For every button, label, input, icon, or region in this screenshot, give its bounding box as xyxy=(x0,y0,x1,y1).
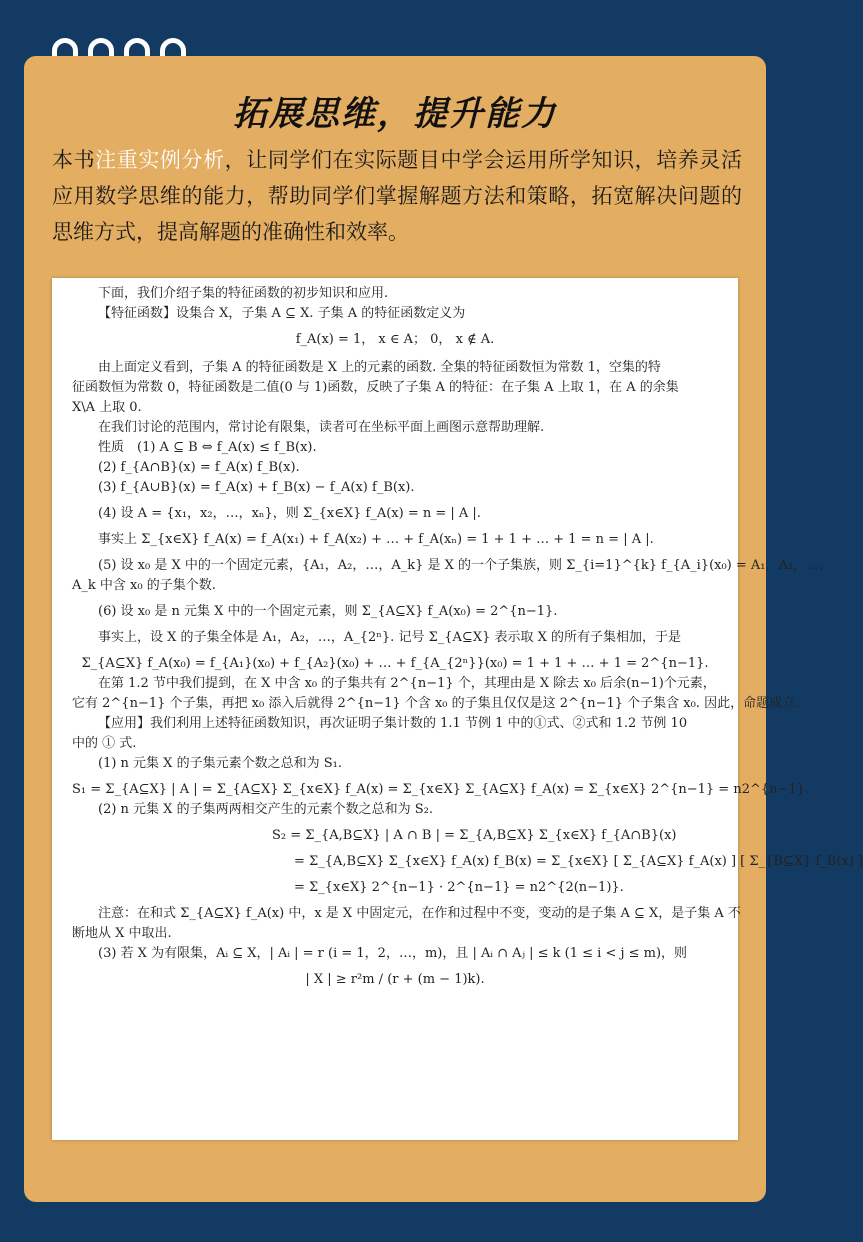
property-line: (6) 设 x₀ 是 n 元集 X 中的一个固定元素，则 Σ_{A⊆X} f_A(x₀) = 2^{n−1}. xyxy=(98,604,558,619)
text-line: 在我们讨论的范围内，常讨论有限集，读者可在坐标平面上画图示意帮助理解. xyxy=(98,420,545,435)
formula-line: | X | ≥ r²m / (r + (m − 1)k). xyxy=(305,972,485,987)
formula-line: = Σ_{A,B⊆X} Σ_{x∈X} f_A(x) f_B(x) = Σ_{x∈X} [ Σ_{A⊆X} f_A(x) ] [ Σ_{B⊆X} f_B(x) ] xyxy=(294,854,863,869)
text-line: X\A 上取 0. xyxy=(72,400,142,415)
application-heading: 【应用】我们利用上述特征函数知识，再次证明子集计数的 1.1 节例 1 中的①式、②式和 1.2 节例 10 xyxy=(98,716,688,731)
definition-heading: 【特征函数】设集合 X，子集 A ⊆ X. 子集 A 的特征函数定义为 xyxy=(98,306,466,321)
page-title: 拓展思维，提升能力 xyxy=(233,94,557,134)
text-line: 事实上，设 X 的子集全体是 A₁，A₂，…，A_{2ⁿ}. 记号 Σ_{A⊆X} 表示取 X 的所有子集相加，于是 xyxy=(98,630,681,645)
property-line: (2) f_{A∩B}(x) = f_A(x) f_B(x). xyxy=(98,460,300,475)
property-line: (5) 设 x₀ 是 X 中的一个固定元素，{A₁，A₂，…，A_k} 是 X 的一个子集族，则 Σ_{i=1}^{k} f_{A_i}(x₀) = A₁，A₂，…， xyxy=(98,558,833,573)
text-line: 由上面定义看到，子集 A 的特征函数是 X 上的元素的函数. 全集的特征函数恒为常数 1，空集的特 xyxy=(98,360,661,375)
formula-line: S₁ = Σ_{A⊆X} | A | = Σ_{A⊆X} Σ_{x∈X} f_A(x) = Σ_{x∈X} Σ_{A⊆X} f_A(x) = Σ_{x∈X} 2^{n−1} = n2^{n−1}. xyxy=(72,782,810,797)
intro-prefix: 本书 xyxy=(52,148,96,172)
text-line: 注意：在和式 Σ_{A⊆X} f_A(x) 中，x 是 X 中固定元，在作和过程中不变，变动的是子集 A ⊆ X，是子集 A 不 xyxy=(98,906,741,921)
text-line: A_k 中含 x₀ 的子集个数. xyxy=(72,578,216,593)
text-line: 断地从 X 中取出. xyxy=(72,926,172,941)
property-line: 性质 (1) A ⊆ B ⇔ f_A(x) ≤ f_B(x). xyxy=(98,440,317,455)
property-line: (4) 设 A = {x₁，x₂，…，xₙ}，则 Σ_{x∈X} f_A(x) = n = | A |. xyxy=(98,506,481,521)
text-line: 它有 2^{n−1} 个子集，再把 x₀ 添入后就得 2^{n−1} 个含 x₀ 的子集且仅仅是这 2^{n−1} 个子集含 x₀. 因此，命题成立. xyxy=(72,696,800,711)
text-line: (2) n 元集 X 的子集两两相交产生的元素个数之总和为 S₂. xyxy=(98,802,433,817)
property-line: (3) f_{A∪B}(x) = f_A(x) + f_B(x) − f_A(x) f_B(x). xyxy=(98,480,415,495)
book-page-excerpt xyxy=(52,278,863,1140)
formula-line: Σ_{A⊆X} f_A(x₀) = f_{A₁}(x₀) + f_{A₂}(x₀) + … + f_{A_{2ⁿ}}(x₀) = 1 + 1 + … + 1 = 2^{n−1}. xyxy=(81,656,709,671)
intro-rest: ，让同学们在实际题目中学会运用所学知识，培养灵活应用数学思维的能力，帮助同学们掌握解题方法和策略，拓宽解决问题的思维方式，提高解题的准确性和效率。 xyxy=(52,148,743,244)
formula-line: f_A(x) = 1， x ∈ A； 0， x ∉ A. xyxy=(295,332,495,347)
text-line: 事实上 Σ_{x∈X} f_A(x) = f_A(x₁) + f_A(x₂) + … + f_A(xₙ) = 1 + 1 + … + 1 = n = | A |. xyxy=(98,532,654,547)
intro-paragraph xyxy=(52,142,742,250)
formula-line: = Σ_{x∈X} 2^{n−1} · 2^{n−1} = n2^{2(n−1)}. xyxy=(294,880,624,895)
text-line: (3) 若 X 为有限集，Aᵢ ⊆ X，| Aᵢ | = r (i = 1，2，…，m)，且 | Aᵢ ∩ Aⱼ | ≤ k (1 ≤ i < j ≤ m)，则 xyxy=(98,946,688,961)
text-line: 征函数恒为常数 0，特征函数是二值(0 与 1)函数，反映了子集 A 的特征：在子集 A 上取 1，在 A 的余集 xyxy=(72,380,679,395)
intro-highlight: 注重实例分析 xyxy=(95,148,225,172)
text-line: 在第 1.2 节中我们提到，在 X 中含 x₀ 的子集共有 2^{n−1} 个，其理由是 X 除去 x₀ 后余(n−1)个元素， xyxy=(98,676,716,691)
text-line: 下面，我们介绍子集的特征函数的初步知识和应用. xyxy=(98,286,389,301)
formula-line: S₂ = Σ_{A,B⊆X} | A ∩ B | = Σ_{A,B⊆X} Σ_{x∈X} f_{A∩B}(x) xyxy=(272,828,677,843)
text-line: 中的 ① 式. xyxy=(72,736,137,751)
text-line: (1) n 元集 X 的子集元素个数之总和为 S₁. xyxy=(98,756,342,771)
